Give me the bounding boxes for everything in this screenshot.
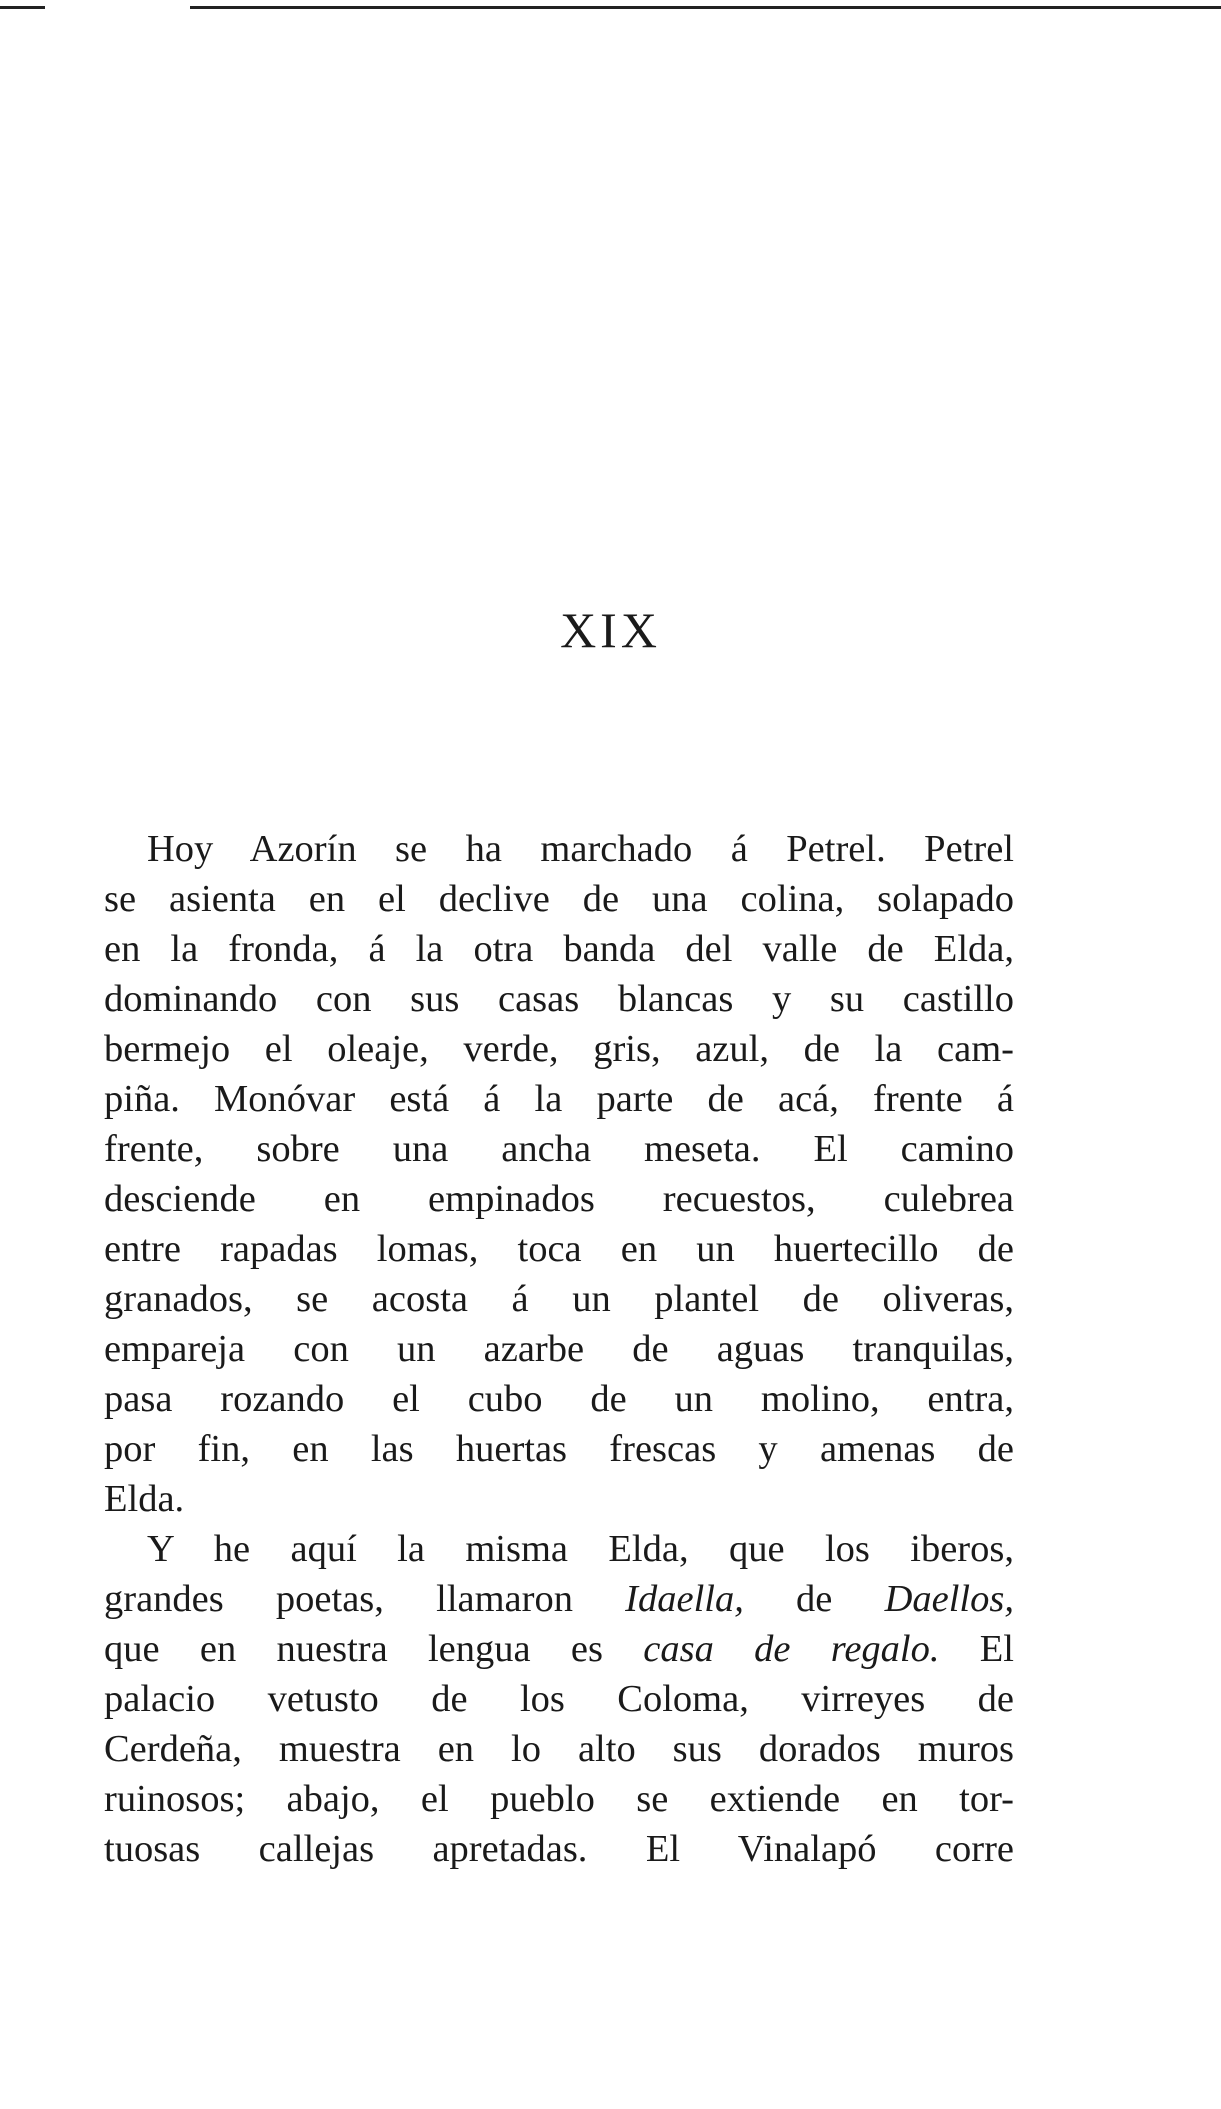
text-segment: grandes poetas, llamaron <box>104 1578 626 1620</box>
text-line: palacio vetusto de los Coloma, virreyes de <box>104 1678 1014 1720</box>
text-line: ruinosos; abajo, el pueblo se extiende en tor- <box>104 1778 1014 1820</box>
text-line: tuosas callejas apretadas. El Vinalapó corre <box>104 1828 1014 1870</box>
header-rule-left <box>0 6 45 9</box>
italic-word: Idaella, <box>625 1578 744 1620</box>
text-line <box>104 1574 1014 1624</box>
header-rule-right <box>190 6 1221 9</box>
text-line: Y he aquí la misma Elda, que los iberos, <box>147 1528 1014 1570</box>
text-line: bermejo el oleaje, verde, gris, azul, de la cam- <box>104 1028 1014 1070</box>
text-line: pasa rozando el cubo de un molino, entra, <box>104 1378 1014 1420</box>
italic-word: Daellos, <box>884 1578 1014 1620</box>
text-segment: de <box>743 1578 885 1620</box>
text-line: granados, se acosta á un plantel de oliveras, <box>104 1278 1014 1320</box>
italic-phrase: casa de regalo. <box>643 1628 940 1670</box>
text-segment: El <box>939 1628 1015 1670</box>
text-segment: que en nuestra lengua es <box>104 1628 644 1670</box>
text-line: Cerdeña, muestra en lo alto sus dorados muros <box>104 1728 1014 1770</box>
text-line: Elda. <box>104 1478 185 1520</box>
text-line: desciende en empinados recuestos, culebrea <box>104 1178 1014 1220</box>
text-line: por fin, en las huertas frescas y amenas de <box>104 1428 1014 1470</box>
text-line: se asienta en el declive de una colina, solapado <box>104 878 1014 920</box>
text-line: en la fronda, á la otra banda del valle de Elda, <box>104 928 1014 970</box>
body-text <box>104 824 1014 1874</box>
paragraph-2 <box>104 1524 1014 1874</box>
text-line: dominando con sus casas blancas y su castillo <box>104 978 1014 1020</box>
text-line <box>104 1624 1014 1674</box>
text-line: empareja con un azarbe de aguas tranquilas, <box>104 1328 1014 1370</box>
text-line: frente, sobre una ancha meseta. El camino <box>104 1128 1014 1170</box>
chapter-title: XIX <box>560 602 661 658</box>
text-line: Hoy Azorín se ha marchado á Petrel. Petrel <box>147 828 1014 870</box>
text-line: entre rapadas lomas, toca en un huertecillo de <box>104 1228 1014 1270</box>
paragraph-1 <box>104 824 1014 1524</box>
text-line: piña. Monóvar está á la parte de acá, frente á <box>104 1078 1014 1120</box>
